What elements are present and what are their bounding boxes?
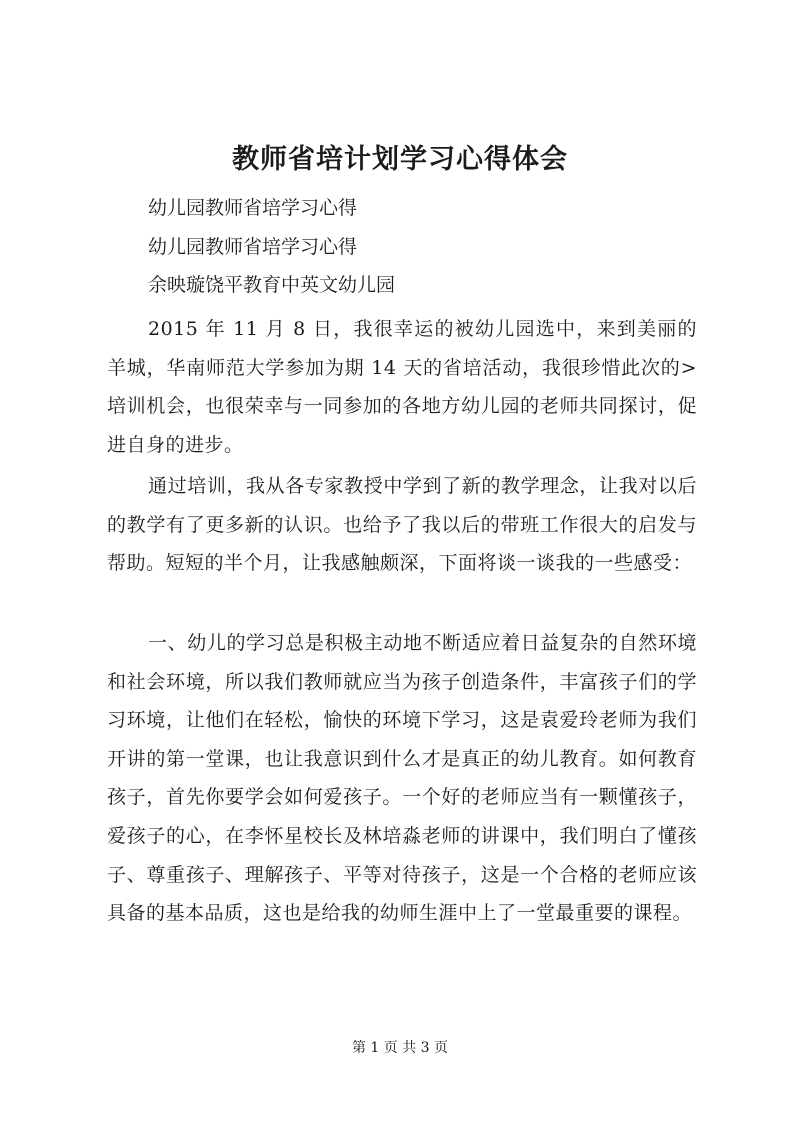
paragraph-3: 一、幼儿的学习总是积极主动地不断适应着日益复杂的自然环境和社会环境，所以我们教师就应当为孩子创造条件，丰富孩子们的学习环境，让他们在轻松，愉快的环境下学习，这是袁爱玲老师为我们开讲的第一堂课，也让我意识到什么才是真正的幼儿教育。如何教育孩子，首先你要学会如何爱孩子。一个好的老师应当有一颗懂孩子，爱孩子的心，在李怀星校长及林培淼老师的讲课中，我们明白了懂孩子、尊重孩子、理解孩子、平等对待孩子，这是一个合格的老师应该具备的基本品质，这也是给我的幼师生涯中上了一堂最重要的课程。 [107, 632, 697, 925]
page-number-footer: 第 1 页 共 3 页 [351, 1040, 449, 1056]
paragraph-2: 通过培训，我从各专家教授中学到了新的教学理念，让我对以后的教学有了更多新的认识。也给予了我以后的带班工作很大的启发与帮助。短短的半个月，让我感触颇深，下面将谈一谈我的一些感受： [107, 475, 697, 575]
paragraph-1: 2015 年 11 月 8 日，我很幸运的被幼儿园选中，来到美丽的羊城，华南师范大学参加为期 14 天的省培活动，我很珍惜此次的>培训机会，也很荣幸与一同参加的各地方幼儿园的老师共同探讨，促进自身的进步。 [107, 318, 697, 456]
subtitle-line-2: 幼儿园教师省培学习心得 [148, 236, 358, 258]
subtitle-line-1: 幼儿园教师省培学习心得 [148, 197, 358, 219]
author-line: 余映璇饶平教育中英文幼儿园 [148, 274, 396, 296]
document-title: 教师省培计划学习心得体会 [232, 144, 568, 175]
